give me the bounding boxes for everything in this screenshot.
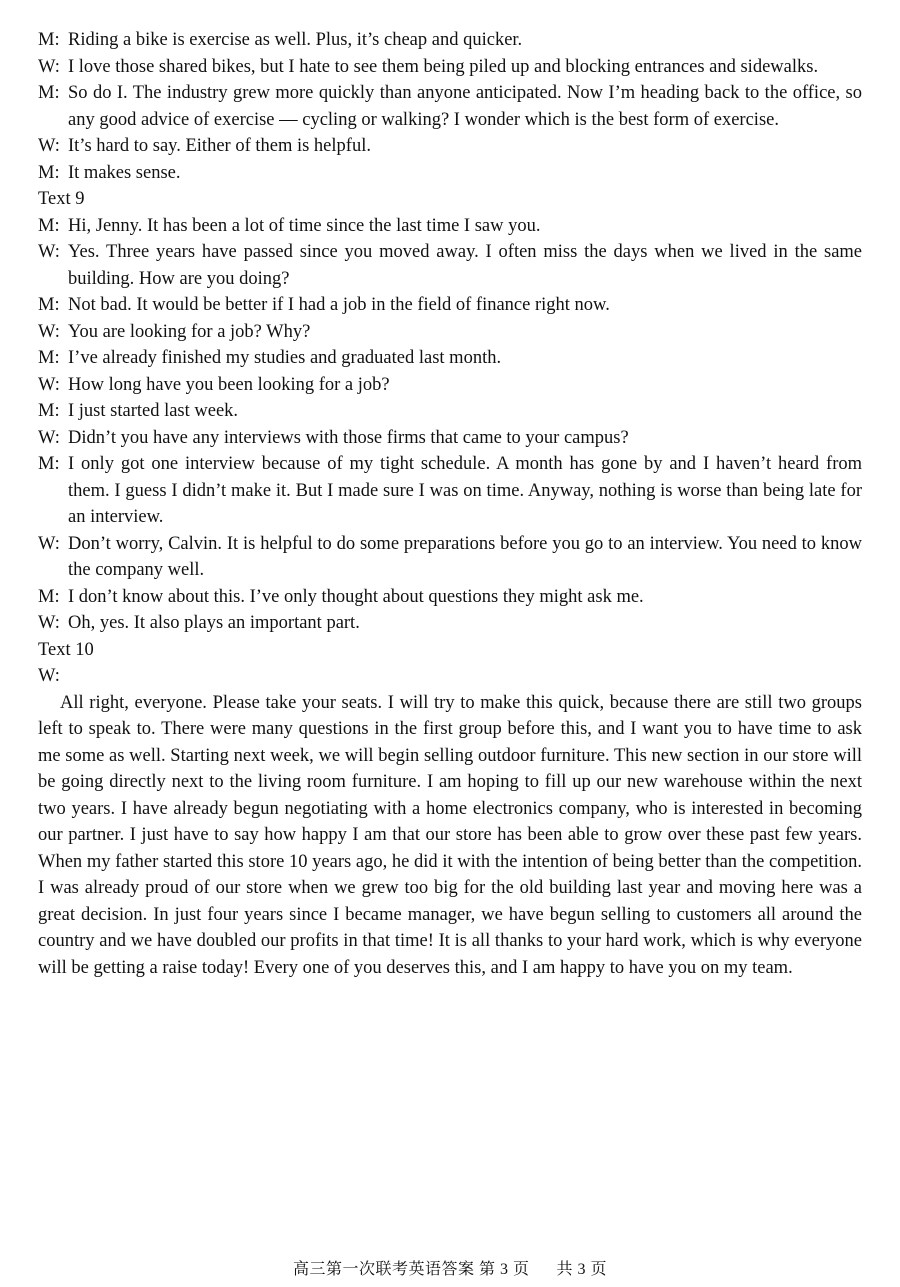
speaker-label: W: bbox=[38, 374, 60, 395]
speaker-label: W: bbox=[38, 613, 60, 633]
dialogue-line bbox=[38, 372, 862, 399]
footer-total-pages: 共 3 页 bbox=[556, 1261, 608, 1278]
speaker-label: M: bbox=[38, 454, 60, 474]
dialogue-text: I don’t know about this. I’ve only thought about questions they might ask me. bbox=[68, 586, 644, 607]
dialogue-line bbox=[38, 80, 862, 133]
dialogue-line bbox=[38, 584, 862, 611]
dialogue-text: It makes sense. bbox=[68, 162, 181, 183]
speaker-label: W: bbox=[38, 533, 60, 554]
dialogue-line bbox=[38, 451, 862, 531]
dialogue-text: Not bad. It would be better if I had a job in the field of finance right now. bbox=[68, 295, 610, 315]
speaker-label: W: bbox=[38, 427, 60, 448]
dialogue-line bbox=[38, 345, 862, 372]
footer-title: 高三第一次联考英语答案 bbox=[292, 1261, 475, 1278]
dialogue-text: I’ve already finished my studies and graduated last month. bbox=[68, 348, 502, 368]
dialogue-text: Didn’t you have any interviews with those firms that came to your campus? bbox=[68, 427, 629, 448]
monologue-speaker-label: W: bbox=[38, 666, 60, 686]
dialogue-text: Yes. Three years have passed since you moved away. I often miss the days when we lived in the same building. How are you doing? bbox=[68, 242, 862, 289]
dialogue-text: It’s hard to say. Either of them is helpful. bbox=[68, 136, 371, 156]
speaker-label: M: bbox=[38, 83, 60, 103]
speaker-label: M: bbox=[38, 295, 60, 315]
dialogue-line bbox=[38, 133, 862, 160]
dialogue-text9 bbox=[38, 213, 862, 637]
speaker-label: M: bbox=[38, 348, 60, 368]
dialogue-line bbox=[38, 319, 862, 346]
speaker-label: M: bbox=[38, 215, 60, 236]
speaker-label: M: bbox=[38, 162, 60, 183]
page-footer bbox=[0, 1256, 900, 1279]
dialogue-line bbox=[38, 425, 862, 452]
speaker-label: M: bbox=[38, 586, 60, 607]
section-heading-text9: Text 9 bbox=[38, 189, 85, 209]
dialogue-line bbox=[38, 292, 862, 319]
speaker-label: M: bbox=[38, 401, 60, 421]
dialogue-text: Hi, Jenny. It has been a lot of time since the last time I saw you. bbox=[68, 215, 541, 236]
speaker-label: W: bbox=[38, 136, 60, 156]
dialogue-line bbox=[38, 213, 862, 240]
footer-page-number: 第 3 页 bbox=[478, 1261, 530, 1278]
dialogue-line bbox=[38, 27, 862, 54]
dialogue-text: I just started last week. bbox=[68, 401, 239, 421]
dialogue-text: Don’t worry, Calvin. It is helpful to do some preparations before you go to an interview. You need to know the company well. bbox=[68, 533, 862, 580]
document-page bbox=[38, 27, 862, 981]
speaker-label: W: bbox=[38, 242, 60, 262]
dialogue-text: You are looking for a job? Why? bbox=[68, 321, 311, 342]
dialogue-text: I love those shared bikes, but I hate to see them being piled up and blocking entrances and sidewalks. bbox=[68, 56, 819, 77]
dialogue-line bbox=[38, 531, 862, 584]
dialogue-part1 bbox=[38, 27, 862, 186]
dialogue-line bbox=[38, 398, 862, 425]
dialogue-text: Riding a bike is exercise as well. Plus, it’s cheap and quicker. bbox=[68, 30, 523, 50]
dialogue-line bbox=[38, 54, 862, 81]
monologue-passage: All right, everyone. Please take your seats. I will try to make this quick, because there are still two groups left to speak to. There were many questions in the first group before this, and I want you to have time to ask me some as well. Starting next week, we will begin selling outdoor furniture. This new section in our store will be going directly next to the living room furniture. I am hoping to fill up our new warehouse within the next two years. I have already begun negotiating with a home electronics company, who is interested in becoming our partner. I just have to say how happy I am that our store has been able to grow over these past few years. When my father started this store 10 years ago, he did it with the intention of being better than the competition. I was already proud of our store when we grew too big for the old building last year and moving here was a great decision. In just four years since I became manager, we have begun selling to customers all around the country and we have doubled our profits in that time! It is all thanks to your hard work, which is why everyone will be getting a raise today! Every one of you deserves this, and I am happy to have you on my team. bbox=[38, 692, 862, 978]
speaker-label: W: bbox=[38, 56, 60, 77]
dialogue-text: I only got one interview because of my tight schedule. A month has gone by and I haven’t heard from them. I guess I didn’t make it. But I made sure I was on time. Anyway, nothing is worse than being late for an interview. bbox=[68, 454, 862, 527]
section-heading-text10: Text 10 bbox=[38, 639, 94, 660]
dialogue-line bbox=[38, 610, 862, 637]
dialogue-text: Oh, yes. It also plays an important part. bbox=[68, 613, 360, 633]
dialogue-text: So do I. The industry grew more quickly than anyone anticipated. Now I’m heading back to the office, so any good advice of exercise — cycling or walking? I wonder which is the best form of exercise. bbox=[68, 83, 862, 130]
dialogue-text: How long have you been looking for a job? bbox=[68, 374, 390, 395]
dialogue-line bbox=[38, 160, 862, 187]
dialogue-line bbox=[38, 239, 862, 292]
speaker-label: W: bbox=[38, 321, 60, 342]
speaker-label: M: bbox=[38, 30, 60, 50]
